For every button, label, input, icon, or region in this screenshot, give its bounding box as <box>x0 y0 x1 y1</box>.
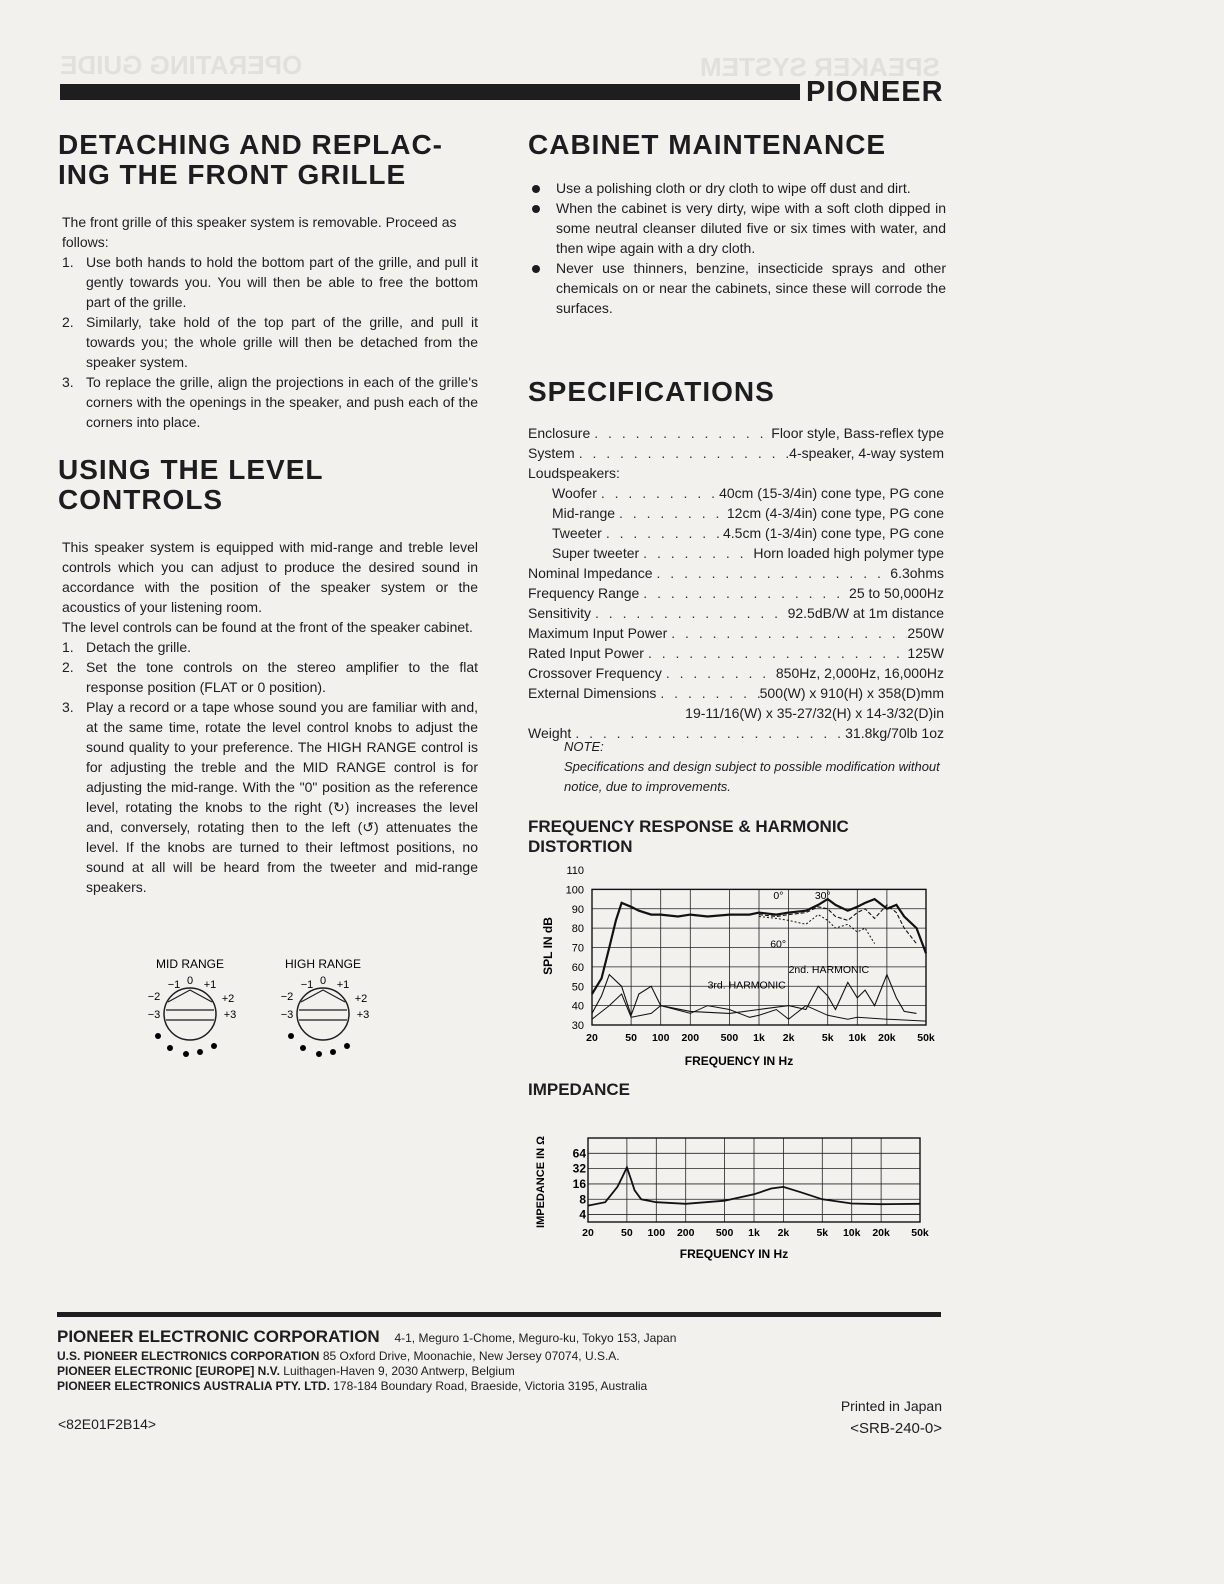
brand-logo: PIONEER <box>806 76 944 108</box>
knob-label: MID RANGE <box>155 957 225 971</box>
y-tick-label: 40 <box>571 1000 584 1013</box>
title-line: DISTORTION <box>528 837 633 856</box>
level-intro-2: The level controls can be found at the front of the speaker cabinet. <box>62 619 473 635</box>
knob-mark: +3 <box>223 1009 237 1021</box>
spec-value: 19-11/16(W) x 35-27/32(H) x 14-3/32(D)in <box>685 705 944 721</box>
y-tick-label: 50 <box>571 981 584 994</box>
knob-dot <box>316 1051 322 1057</box>
step-text: To replace the grille, align the projections in each of the grille's corners with the openings in the speaker, and push each of the corners into place. <box>86 374 478 430</box>
corp-name: U.S. PIONEER ELECTRONICS CORPORATION <box>57 1349 320 1363</box>
y-tick-label: 80 <box>571 923 584 936</box>
spec-row <box>528 423 944 443</box>
knob-pointer <box>301 990 345 1002</box>
x-axis-label: FREQUENCY IN Hz <box>684 1054 794 1068</box>
spec-label: System <box>528 445 575 461</box>
impedance-chart <box>530 1108 940 1268</box>
title-line: DETACHING AND REPLAC- <box>58 129 443 160</box>
note-label: NOTE: <box>564 739 604 754</box>
frequency-response-chart <box>530 858 940 1073</box>
corp-address: 178-184 Boundary Road, Braeside, Victoria 3195, Australia <box>333 1379 648 1393</box>
knob-dot <box>167 1045 173 1051</box>
spec-value: 25 to 50,000Hz <box>849 585 944 601</box>
corp-address: 4-1, Meguro 1-Chome, Meguro-ku, Tokyo 153, Japan <box>394 1331 677 1345</box>
spec-label: Crossover Frequency <box>528 665 662 681</box>
printed-in: Printed in Japan <box>840 1398 942 1414</box>
knob-dot <box>288 1033 294 1039</box>
x-tick-label: 20 <box>586 1032 598 1044</box>
grille-steps <box>58 252 478 432</box>
spec-label: Tweeter <box>552 525 602 541</box>
knob-mark: +3 <box>356 1009 370 1021</box>
spec-value: 850Hz, 2,000Hz, 16,000Hz <box>775 665 944 681</box>
title-line: USING THE LEVEL <box>58 454 324 485</box>
spec-label: Sensitivity <box>528 605 592 621</box>
spec-value: 4.5cm (1-3/4in) cone type, PG cone <box>723 525 944 541</box>
spec-value: 250W <box>907 625 944 641</box>
x-tick-label: 50k <box>917 1032 935 1044</box>
spec-row <box>528 623 944 643</box>
annotation-label: 2nd. HARMONIC <box>788 963 870 976</box>
spec-row <box>528 583 944 603</box>
step-number: 3. <box>62 699 74 715</box>
x-tick-label: 20 <box>582 1227 594 1239</box>
x-tick-label: 2k <box>777 1227 790 1239</box>
step-text: Set the tone controls on the stereo amplifier to the flat response position (FLAT or 0 position). <box>86 659 478 695</box>
spec-label: Enclosure <box>528 425 591 441</box>
spec-value: 125W <box>907 645 944 661</box>
annotation-label: 60° <box>770 938 787 951</box>
step-text: Use both hands to hold the bottom part of the grille, and pull it gently towards you. You will then be able to free the bottom part of the grille. <box>86 254 478 310</box>
spec-row <box>528 563 944 583</box>
y-tick-label: 70 <box>571 942 584 955</box>
level-section <box>58 455 478 897</box>
knob-mark: −1 <box>167 979 181 991</box>
title-line: FREQUENCY RESPONSE & HARMONIC <box>528 817 849 836</box>
bleed-through-text: OPERATING GUIDE <box>60 50 303 80</box>
grille-intro: The front grille of this speaker system is removable. Proceed as follows: <box>62 214 457 250</box>
corp-address: 85 Oxford Drive, Moonachie, New Jersey 07074, U.S.A. <box>322 1349 620 1363</box>
level-steps <box>62 637 478 897</box>
annotation-label: 3rd. HARMONIC <box>707 979 786 992</box>
annotation-label: 0° <box>773 890 784 903</box>
knob-mark: +1 <box>203 979 217 991</box>
spec-label: Loudspeakers: <box>528 465 620 481</box>
x-tick-label: 1k <box>748 1227 760 1239</box>
spec-value: 40cm (15-3/4in) cone type, PG cone <box>719 485 944 501</box>
y-tick-label: 16 <box>572 1176 586 1191</box>
list-item <box>528 198 946 258</box>
knob-mark: −2 <box>280 991 294 1003</box>
x-tick-label: 500 <box>720 1032 739 1044</box>
spec-table <box>528 423 944 743</box>
knob-label: HIGH RANGE <box>284 957 362 971</box>
x-tick-label: 1k <box>753 1032 765 1044</box>
y-tick-label: 60 <box>571 961 584 974</box>
corp-line <box>57 1349 947 1364</box>
spec-row <box>528 443 944 463</box>
freq-chart-title <box>528 817 849 857</box>
step-text: Similarly, take hold of the top part of the grille, and pull it towards you; the whole grille will then be detached from the speaker system. <box>86 314 478 370</box>
bullet-icon <box>532 205 540 213</box>
y-tick-label: 64 <box>572 1146 586 1161</box>
list-item <box>62 372 478 432</box>
corp-name: PIONEER ELECTRONICS AUSTRALIA PTY. LTD. <box>57 1379 330 1393</box>
knob-dot <box>155 1033 161 1039</box>
y-tick-label: 30 <box>571 1020 584 1032</box>
item-text: Use a polishing cloth or dry cloth to wipe off dust and dirt. <box>556 180 911 196</box>
spec-label: Super tweeter <box>552 545 640 561</box>
knob-pointer <box>168 990 212 1002</box>
knob-mark: +1 <box>336 979 350 991</box>
knob-dot <box>183 1051 189 1057</box>
x-axis-label: FREQUENCY IN Hz <box>679 1247 789 1261</box>
spec-label: Frequency Range <box>528 585 640 601</box>
x-tick-label: 10k <box>848 1032 867 1044</box>
corp-name: PIONEER ELECTRONIC CORPORATION <box>57 1327 380 1346</box>
spec-row <box>528 643 944 663</box>
knob-mark: −3 <box>280 1009 294 1021</box>
knob-mark: 0 <box>186 975 194 987</box>
spec-row <box>528 483 944 503</box>
bullet-icon <box>532 265 540 273</box>
item-text: Never use thinners, benzine, insecticide sprays and other chemicals on or near the cabinets, since these will corrode the surfaces. <box>556 260 946 316</box>
step-number: 2. <box>62 659 74 675</box>
spec-row <box>528 663 944 683</box>
spec-row <box>528 703 944 723</box>
list-item <box>62 657 478 697</box>
x-tick-label: 200 <box>681 1032 700 1044</box>
header-bar <box>60 84 800 100</box>
spec-value: Floor style, Bass-reflex type <box>771 425 944 441</box>
spec-value: 31.8kg/70lb 1oz <box>845 725 944 741</box>
high-range-knob <box>281 957 370 1057</box>
knob-mark: −3 <box>147 1009 161 1021</box>
y-tick-label: 4 <box>579 1207 586 1222</box>
knob-circle <box>297 988 349 1040</box>
spec-value: 12cm (4-3/4in) cone type, PG cone <box>726 505 944 521</box>
spec-row <box>528 683 944 703</box>
spec-label: Mid-range <box>552 505 616 521</box>
knob-circle <box>164 988 216 1040</box>
knob-dot <box>197 1049 203 1055</box>
note-text: Specifications and design subject to possible modification without notice, due to improvements. <box>564 759 940 794</box>
spec-note <box>528 737 944 797</box>
knob-mark: +2 <box>221 993 235 1005</box>
cabinet-section <box>528 130 946 318</box>
spec-label: Nominal Impedance <box>528 565 653 581</box>
title-line: CONTROLS <box>58 484 224 515</box>
x-tick-label: 10k <box>842 1227 861 1239</box>
x-tick-label: 100 <box>647 1227 666 1239</box>
corp-name: PIONEER ELECTRONIC [EUROPE] N.V. <box>57 1364 280 1378</box>
title-line: ING THE FRONT GRILLE <box>58 159 407 190</box>
cabinet-list <box>528 178 946 318</box>
section-title: CABINET MAINTENANCE <box>528 129 887 160</box>
x-tick-label: 5k <box>821 1032 834 1044</box>
spec-value: 92.5dB/W at 1m distance <box>787 605 944 621</box>
knob-mark: −1 <box>300 979 314 991</box>
annotation-label: 30° <box>814 890 831 903</box>
x-tick-label: 5k <box>816 1227 829 1239</box>
x-tick-label: 50 <box>621 1227 633 1239</box>
spec-value: 6.3ohms <box>890 565 944 581</box>
spec-label: Weight <box>528 725 572 741</box>
y-tick-label: 90 <box>571 903 584 916</box>
y-axis-label: IMPEDANCE IN Ω <box>535 1136 547 1228</box>
list-item <box>62 697 478 897</box>
footer-rule <box>57 1312 941 1317</box>
step-number: 1. <box>62 639 74 655</box>
step-number: 2. <box>62 314 74 330</box>
y-tick-label: 110 <box>566 865 584 877</box>
knob-mark: 0 <box>319 975 327 987</box>
corp-line <box>57 1379 947 1394</box>
step-text: Detach the grille. <box>86 639 192 655</box>
document-code: <82E01F2B14> <box>58 1416 157 1432</box>
spec-label: Woofer <box>552 485 597 501</box>
knob-dot <box>300 1045 306 1051</box>
spec-row <box>528 603 944 623</box>
spec-row <box>528 503 944 523</box>
spec-row <box>528 523 944 543</box>
bleed-through-text: SPEAKER SYSTEM <box>700 52 940 82</box>
knob-dot <box>344 1043 350 1049</box>
step-number: 1. <box>62 254 74 270</box>
model-code: <SRB-240-0> <box>850 1420 942 1437</box>
impedance-chart-title: IMPEDANCE <box>528 1080 631 1099</box>
spec-value: Horn loaded high polymer type <box>753 545 944 561</box>
knob-mark: +2 <box>354 993 368 1005</box>
spec-row <box>528 463 944 483</box>
spec-value: 4-speaker, 4-way system <box>789 445 944 461</box>
corporate-addresses <box>57 1326 947 1394</box>
list-item <box>528 258 946 318</box>
level-intro: This speaker system is equipped with mid-range and treble level controls which you can adjust to produce the desired sound in accordance with the position of the speaker system or the acoustics of your listening room. <box>62 539 478 615</box>
list-item <box>62 637 478 657</box>
corp-line <box>57 1326 947 1349</box>
item-text: When the cabinet is very dirty, wipe with a soft cloth dipped in some neutral cleanser diluted five or six times with water, and then wipe again with a dry cloth. <box>556 200 946 256</box>
spec-label: External Dimensions <box>528 685 657 701</box>
x-tick-label: 2k <box>782 1032 795 1044</box>
level-knobs-illustration <box>130 950 390 1060</box>
spec-row <box>528 543 944 563</box>
spec-label: Maximum Input Power <box>528 625 668 641</box>
spec-label: Rated Input Power <box>528 645 644 661</box>
list-item <box>528 178 946 198</box>
grille-section <box>58 130 478 432</box>
x-tick-label: 100 <box>651 1032 670 1044</box>
x-tick-label: 20k <box>872 1227 890 1239</box>
y-tick-label: 8 <box>579 1192 586 1207</box>
x-tick-label: 500 <box>715 1227 734 1239</box>
specifications-section <box>528 377 944 797</box>
mid-range-knob <box>148 957 237 1057</box>
corp-address: Luithagen-Haven 9, 2030 Antwerp, Belgium <box>283 1364 515 1378</box>
knob-dot <box>211 1043 217 1049</box>
x-tick-label: 50k <box>911 1227 929 1239</box>
knob-mark: −2 <box>147 991 161 1003</box>
list-item <box>62 312 478 372</box>
section-title <box>58 455 478 515</box>
spec-value: 500(W) x 910(H) x 358(D)mm <box>759 685 944 701</box>
section-title: SPECIFICATIONS <box>528 376 775 407</box>
y-tick-label: 100 <box>565 884 584 897</box>
list-item <box>62 252 478 312</box>
step-text: Play a record or a tape whose sound you are familiar with and, at the same time, rotate the level control knobs to adjust the sound quality to your preference. The HIGH RANGE control is for adjusting the treble and the MID RANGE control is for adjusting the mid-range. With the "0" position as the reference level, rotating the knobs to the right (↻) increases the level and, conversely, rotating then to the left (↺) attenuates the level. If the knobs are turned to their leftmost positions, no sound at all will be heard from the tweeter and mid-range speakers. <box>86 699 478 895</box>
y-axis-label: SPL IN dB <box>541 917 555 975</box>
x-tick-label: 20k <box>878 1032 896 1044</box>
knob-dot <box>330 1049 336 1055</box>
section-title <box>58 130 478 190</box>
step-number: 3. <box>62 374 74 390</box>
x-tick-label: 50 <box>625 1032 637 1044</box>
corp-line <box>57 1364 947 1379</box>
x-tick-label: 200 <box>676 1227 695 1239</box>
y-tick-label: 32 <box>572 1161 586 1176</box>
bullet-icon <box>532 185 540 193</box>
